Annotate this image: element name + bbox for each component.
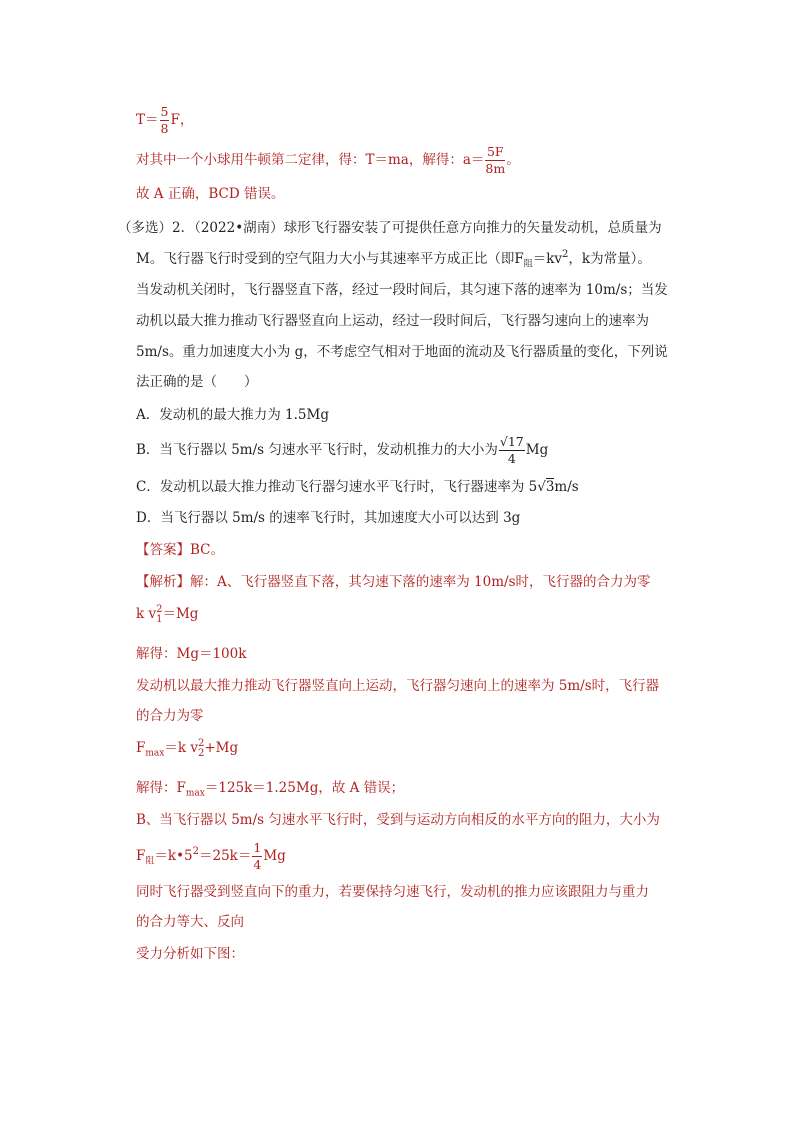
question-stem-line-3: 当发动机关闭时，飞行器竖直下落，经过一段时间后，其匀速下落的速率为 10m/s；当发 bbox=[136, 282, 668, 298]
text: 。 bbox=[506, 152, 520, 168]
text: Mg bbox=[263, 848, 286, 864]
solution-1: 解得：Mg＝100k bbox=[136, 646, 247, 662]
analysis-text: 解：A、飞行器竖直下落，其匀速下落的速率为 10m/s时，飞行器的合力为零 bbox=[190, 574, 651, 590]
text: ＝25k＝ bbox=[199, 848, 252, 864]
denominator: 4 bbox=[253, 856, 262, 872]
subscript: 阻 bbox=[523, 259, 533, 270]
subscript: max bbox=[145, 748, 165, 759]
solution-2 bbox=[136, 778, 404, 804]
text: C．发动机以最大推力推动飞行器匀速水平飞行时，飞行器速率为 5 bbox=[136, 479, 538, 495]
text: F bbox=[136, 740, 146, 756]
option-d: D．当飞行器以 5m/s 的速率飞行时，其加速度大小可以达到 3g bbox=[136, 510, 521, 526]
sqrt-symbol: √ bbox=[499, 434, 508, 449]
text: F bbox=[136, 848, 146, 864]
force-diagram-caption: 受力分析如下图： bbox=[136, 946, 244, 962]
text: 解得：F bbox=[136, 780, 186, 796]
analysis-paragraph-b: B、当飞行器以 5m/s 匀速水平飞行时，受到与运动方向相反的水平方向的阻力，大小为 bbox=[136, 812, 660, 828]
text: ＝125k＝1.25Mg，故 A 错误； bbox=[204, 780, 405, 796]
text: F， bbox=[170, 112, 194, 128]
text: M。飞行器飞行时受到的空气阻力大小与其速率平方成正比（即F bbox=[136, 251, 524, 267]
subscript: max bbox=[185, 788, 205, 799]
answer-line bbox=[136, 540, 224, 560]
superscript: 2 bbox=[562, 249, 569, 260]
numerator bbox=[499, 436, 525, 451]
newton-second-law-line bbox=[136, 146, 520, 175]
question-stem-line-1: （多选）2．（2022•湖南）球形飞行器安装了可提供任意方向推力的矢量发动机，总质量为 bbox=[118, 220, 662, 236]
text: ＝k•5 bbox=[154, 848, 193, 864]
option-b bbox=[136, 436, 548, 465]
analysis-label: 【解析】 bbox=[136, 574, 190, 590]
text: ，k为常量）。 bbox=[568, 251, 651, 267]
text: 对其中一个小球用牛顿第二定律，得：T＝ma，解得：a＝ bbox=[136, 152, 485, 168]
subscript: 2 bbox=[197, 747, 205, 759]
text: ＝k v bbox=[164, 740, 198, 756]
text: Mg bbox=[525, 442, 549, 458]
fraction bbox=[485, 146, 505, 175]
fraction bbox=[160, 106, 170, 135]
radicand: 17 bbox=[507, 434, 524, 449]
superscript: 2 bbox=[192, 846, 199, 857]
question-stem-line-6: 法正确的是（ ） bbox=[136, 374, 258, 390]
subscript: 1 bbox=[156, 613, 163, 625]
answer-text: BC。 bbox=[190, 542, 225, 558]
question-stem-line-4: 动机以最大推力推动飞行器竖直向上运动，经过一段时间后，飞行器匀速向上的速率为 bbox=[136, 313, 649, 329]
numerator: 5 bbox=[160, 104, 169, 119]
superscript: 2 bbox=[156, 603, 163, 615]
analysis-line bbox=[136, 572, 651, 592]
text: ＝kv bbox=[532, 251, 563, 267]
fraction bbox=[252, 842, 262, 871]
text: T＝ bbox=[136, 112, 159, 128]
numerator: 5F bbox=[486, 144, 504, 159]
analysis-paragraph-c1: 同时飞行器受到竖直向下的重力，若要保持匀速飞行，发动机的推力应该跟阻力与重力 bbox=[136, 884, 649, 900]
analysis-paragraph-c2: 的合力等大、反向 bbox=[136, 914, 244, 930]
denominator: 8m bbox=[485, 160, 506, 176]
text: k v bbox=[136, 606, 157, 622]
text: m/s bbox=[554, 479, 579, 495]
equation-3 bbox=[136, 842, 286, 872]
equation-tension bbox=[136, 106, 193, 135]
equation-2 bbox=[136, 738, 238, 764]
text: ＝Mg bbox=[162, 606, 199, 622]
equation-1 bbox=[136, 604, 198, 625]
answer-label: 【答案】 bbox=[136, 542, 190, 558]
question-stem-line-2 bbox=[136, 249, 651, 275]
denominator: 8 bbox=[160, 120, 169, 136]
option-c bbox=[136, 477, 579, 497]
fraction bbox=[499, 436, 525, 465]
question-stem-line-5: 5m/s。重力加速度大小为 g，不考虑空气相对于地面的流动及飞行器质量的变化，下列说 bbox=[136, 344, 668, 360]
subscript: 阻 bbox=[145, 856, 155, 867]
text: +Mg bbox=[204, 740, 239, 756]
conclusion-line: 故 A 正确，BCD 错误。 bbox=[136, 186, 285, 202]
analysis-paragraph-2b: 的合力为零 bbox=[136, 708, 204, 724]
sqrt-symbol: √ bbox=[537, 479, 546, 495]
option-a: A．发动机的最大推力为 1.5Mg bbox=[136, 407, 329, 423]
numerator: 1 bbox=[253, 840, 262, 855]
superscript: 2 bbox=[197, 737, 205, 749]
text: B．当飞行器以 5m/s 匀速水平飞行时，发动机推力的大小为 bbox=[136, 442, 498, 458]
denominator: 4 bbox=[507, 450, 516, 466]
radicand: 3 bbox=[545, 479, 555, 495]
analysis-paragraph-2a: 发动机以最大推力推动飞行器竖直向上运动，飞行器匀速向上的速率为 5m/s时，飞行器 bbox=[136, 678, 660, 694]
